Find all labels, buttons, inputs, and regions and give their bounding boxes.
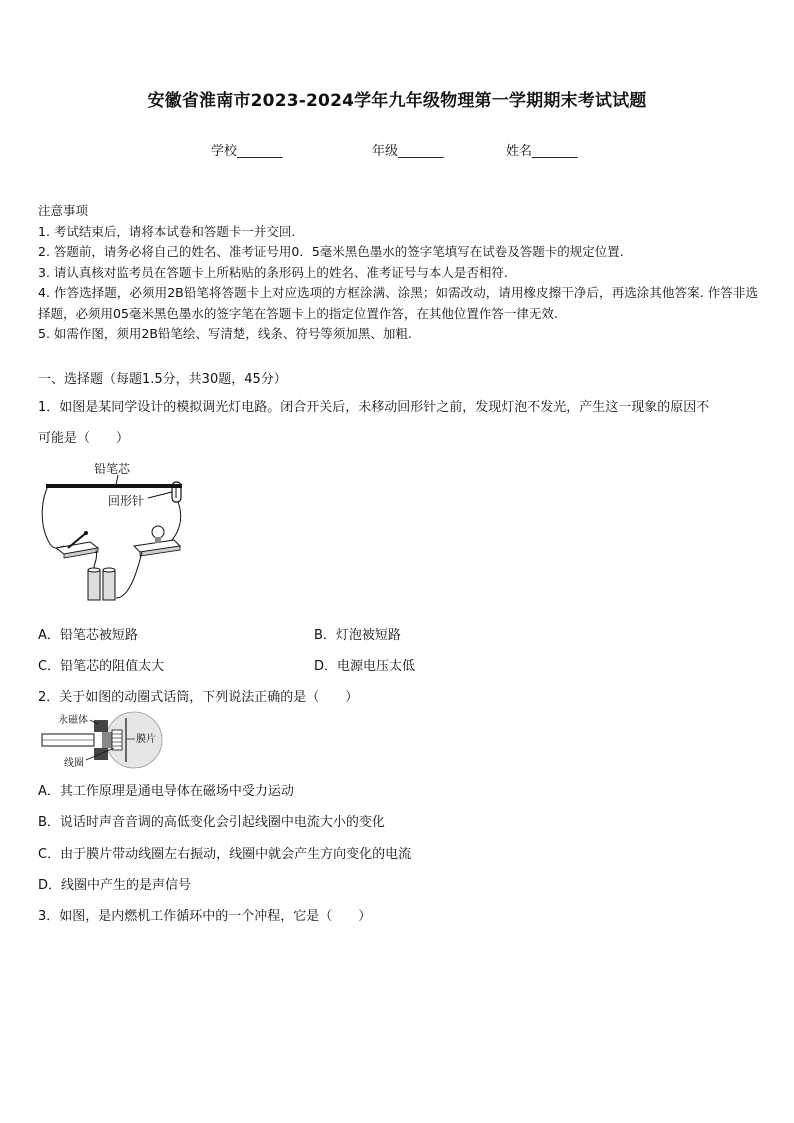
film-label: 膜片 (136, 734, 156, 745)
q2-stem: 2．关于如图的动圈式话筒，下列说法正确的是（ ） (38, 690, 359, 705)
q1-stem-line2: 可能是（ ） (38, 431, 130, 446)
clip-label: 回形针 (108, 494, 145, 508)
section-heading: 一、选择题（每题1.5分，共30题，45分） (38, 372, 287, 387)
note-item: 1. 考试结束后，请将本试卷和答题卡一并交回. (38, 223, 296, 239)
coil (112, 730, 122, 750)
note-item: 2. 答题前，请务必将自己的姓名、准考证号用0．5毫米黑色墨水的签字笔填写在试卷及答题卡的规定位置. (38, 244, 624, 259)
q2-option-b[interactable]: B．说话时声音音调的高低变化会引起线圈中电流大小的变化 (38, 815, 385, 830)
name-field: 姓名_______ (506, 144, 578, 159)
q1-stem-line1: 1．如图是某同学设计的模拟调光灯电路。闭合开关后，未移动回形针之前，发现灯泡不发光，产生这一现象的原因不 (38, 400, 710, 415)
bulb (134, 526, 180, 556)
pencil-lead (46, 484, 182, 488)
student-info-row (0, 140, 794, 160)
pencil-label: 铅笔芯 (94, 462, 131, 476)
note-item: 5. 如需作图，须用2B铅笔绘、写清楚，线条、符号等须加黑、加粗. (38, 326, 412, 341)
notes-section (38, 201, 758, 345)
q2-option-d[interactable]: D．线圈中产生的是声信号 (38, 878, 192, 893)
school-field: 学校_______ (211, 144, 283, 159)
note-item: 3. 请认真核对监考员在答题卡上所粘贴的条形码上的姓名、准考证号与本人是否相符. (38, 264, 508, 280)
q1-option-b[interactable]: B．灯泡被短路 (314, 628, 401, 643)
q2-option-c[interactable]: C．由于膜片带动线圈左右振动，线圈中就会产生方向变化的电流 (38, 847, 412, 862)
battery (88, 568, 115, 600)
magnet-label: 永磁体 (58, 715, 88, 726)
notes-heading: 注意事项 (38, 203, 89, 218)
exam-title: 安徽省淮南市2023-2024学年九年级物理第一学期期末考试试题 (147, 91, 647, 111)
q2-option-a[interactable]: A．其工作原理是通电导体在磁场中受力运动 (38, 784, 294, 799)
q1-option-d[interactable]: D．电源电压太低 (314, 659, 416, 674)
grade-field: 年级_______ (372, 144, 444, 159)
switch (56, 531, 98, 558)
note-item: 4. 作答选择题，必须用2B铅笔将答题卡上对应选项的方框涂满、涂黑；如需改动，请用橡皮擦干净后，再选涂其他答案. 作答非选择题，必须用05毫米黑色墨水的签字笔在答题卡上的指定位置作答，在其他位置作答一律无效. (38, 285, 758, 321)
q2-microphone-figure (38, 710, 166, 770)
q1-option-c[interactable]: C．铅笔芯的阻值太大 (38, 659, 165, 674)
coil-label: 线圈 (64, 758, 84, 769)
q1-circuit-figure (38, 458, 198, 606)
q1-option-a[interactable]: A．铅笔芯被短路 (38, 628, 138, 643)
q3-stem: 3．如图，是内燃机工作循环中的一个冲程，它是（ ） (38, 909, 372, 924)
